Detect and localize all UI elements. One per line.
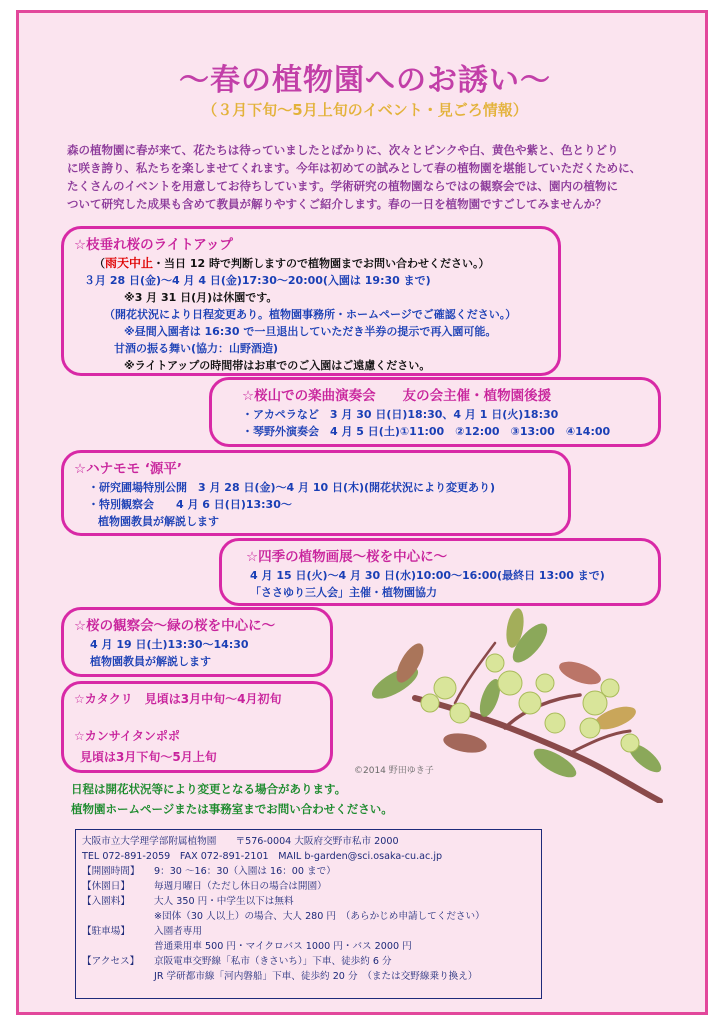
intro-line: たくさんのイベントを用意してお待ちしています。学術研究の植物園ならではの観察会では、園内の植物に (67, 179, 618, 193)
footnotes (71, 779, 393, 819)
info-row (82, 969, 535, 984)
hanamomo-event-box (61, 450, 571, 536)
info-key: 【開園時間】 (82, 866, 140, 877)
hanamomo-observation-line: ・特別観察会 4 月 6 日(日)13:30〜 (88, 498, 292, 511)
concert-event-box (209, 377, 661, 447)
footnote-line: 日程は開花状況等により変更となる場合があります。 (71, 782, 347, 796)
observation-guide: 植物園教員が解説します (90, 655, 211, 668)
exhibition-heading: ☆四季の植物画展〜桜を中心に〜 (246, 549, 448, 565)
intro-paragraph (67, 141, 677, 213)
lightup-dates: ３月 28 日(金)〜4 月 4 日(金)17:30〜20:00(入園は 19:30 まで) (84, 274, 431, 287)
info-row (82, 924, 535, 939)
katakuri-bloom: ☆カタクリ 見頃は3月中旬〜4月初旬 (74, 692, 282, 706)
info-row (82, 879, 535, 894)
info-value: 京阪電車交野線「私市（きさいち）」下車、徒歩約 6 分 (154, 956, 392, 967)
hanamomo-heading: ☆ハナモモ ‘源平’ (74, 461, 183, 477)
lightup-reentry-note: ※昼間入園者は 16:30 で一旦退出していただき半券の提示で再入園可能。 (124, 325, 497, 338)
info-key (82, 939, 154, 954)
info-value: 9：30 〜16：30（入園は 16：00 まで） (154, 866, 336, 877)
lightup-event-box (61, 226, 561, 376)
cherry-observation-box (61, 607, 333, 677)
info-value: 入園者専用 (154, 926, 202, 937)
leaves (367, 607, 665, 783)
info-value: 普通乗用車 500 円・マイクロバス 1000 円・バス 2000 円 (154, 941, 412, 952)
info-key (82, 969, 154, 984)
kansai-tanpopo-heading: ☆カンサイタンポポ (74, 729, 180, 743)
exhibition-event-box (219, 538, 661, 606)
intro-line: ついて研究した成果も含めて教員が解りやすくご紹介します。春の一日を植物園ですごしてみませんか？ (67, 197, 607, 211)
info-row (82, 894, 535, 909)
lightup-heading: ☆枝垂れ桜のライトアップ (74, 237, 233, 253)
observation-heading: ☆桜の観察会〜緑の桜を中心に〜 (74, 618, 276, 634)
info-key: 【休園日】 (82, 881, 130, 892)
footnote-line: 植物園ホームページまたは事務室までお問い合わせください。 (71, 802, 393, 816)
info-value: ※団体（30 人以上）の場合、大人 280 円 （あらかじめ申請してください） (154, 911, 485, 922)
hanamomo-guide-line: 植物園教員が解説します (98, 515, 219, 528)
info-value: 大人 350 円・中学生以下は無料 (154, 896, 294, 907)
info-value: 毎週月曜日（ただし休日の場合は開園） (154, 881, 327, 892)
concert-koto-line: ・琴野外演奏会 4 月 5 日(土)①11:00 ②12:00 ③13:00 ④14:00 (242, 425, 611, 438)
rain-cancel-line: （雨天中止・当日 12 時で判断しますので植物園までお問い合わせください。） (94, 256, 490, 270)
lightup-sake-note: 甘酒の振る舞い(協力：山野酒造) (114, 342, 279, 355)
info-row (82, 954, 535, 969)
bloom-info-box (61, 681, 333, 773)
info-key: 【駐車場】 (82, 926, 130, 937)
rain-cancel-note: ・当日 12 時で判断しますので植物園までお問い合わせください。） (153, 257, 490, 270)
flyer-page (16, 10, 708, 1015)
concert-acapella-line: ・アカペラなど 3 月 30 日(日)18:30、4 月 1 日(火)18:30 (242, 408, 559, 421)
info-row (82, 939, 535, 954)
info-contact: TEL 072-891-2059 FAX 072-891-2101 MAIL b-garden@sci.osaka-cu.ac.jp (82, 851, 443, 862)
lightup-closed-day: ※3 月 31 日(月)は休園です。 (124, 291, 278, 304)
kansai-tanpopo-bloom: 見頃は3月下旬〜5月上旬 (80, 750, 217, 764)
info-org: 大阪市立大学理学部附属植物園 〒576-0004 大阪府交野市私市 2000 (82, 836, 399, 847)
lightup-schedule-notice: （開花状況により日程変更あり。植物園事務所・ホームページでご確認ください。） (104, 308, 517, 321)
info-key (82, 909, 154, 924)
info-key: 【入園料】 (82, 896, 130, 907)
info-row (82, 909, 535, 924)
rain-cancel-label: 雨天中止 (105, 256, 154, 270)
info-row (82, 864, 535, 879)
page-title: 〜春の植物園へのお誘い〜 (179, 63, 551, 98)
illustration-credit: ©2014 野田ゆき子 (354, 766, 434, 776)
lightup-car-note: ※ライトアップの時間帯はお車でのご入園はご遠慮ください。 (124, 359, 431, 372)
concert-heading: ☆桜山での楽曲演奏会 友の会主催・植物園後援 (242, 388, 552, 404)
page-subtitle: （３月下旬〜5月上旬のイベント・見ごろ情報） (202, 101, 528, 119)
hanamomo-open-line: ・研究圃場特別公開 3 月 28 日(金)〜4 月 10 日(木)(開花状況により変更あり) (88, 481, 496, 494)
intro-line: 森の植物園に春が来て、花たちは待っていましたとばかりに、次々とピンクや白、黄色や紫と、色とりどり (67, 143, 619, 157)
observation-date: 4 月 19 日(土)13:30〜14:30 (90, 638, 249, 651)
info-key: 【アクセス】 (82, 956, 140, 967)
garden-info-box (75, 829, 542, 999)
intro-line: に咲き誇り、私たちを楽しませてくれます。今年は初めての試みとして春の植物園を堪能していただくために、 (67, 161, 642, 175)
exhibition-dates: 4 月 15 日(火)〜4 月 30 日(水)10:00〜16:00(最終日 13:00 まで) (250, 569, 605, 582)
info-value: JR 学研都市線「河内磐船」下車、徒歩約 20 分 （または交野線乗り換え） (154, 971, 478, 982)
exhibition-organizer: 「ささゆり三人会」主催・植物園協力 (250, 586, 437, 599)
